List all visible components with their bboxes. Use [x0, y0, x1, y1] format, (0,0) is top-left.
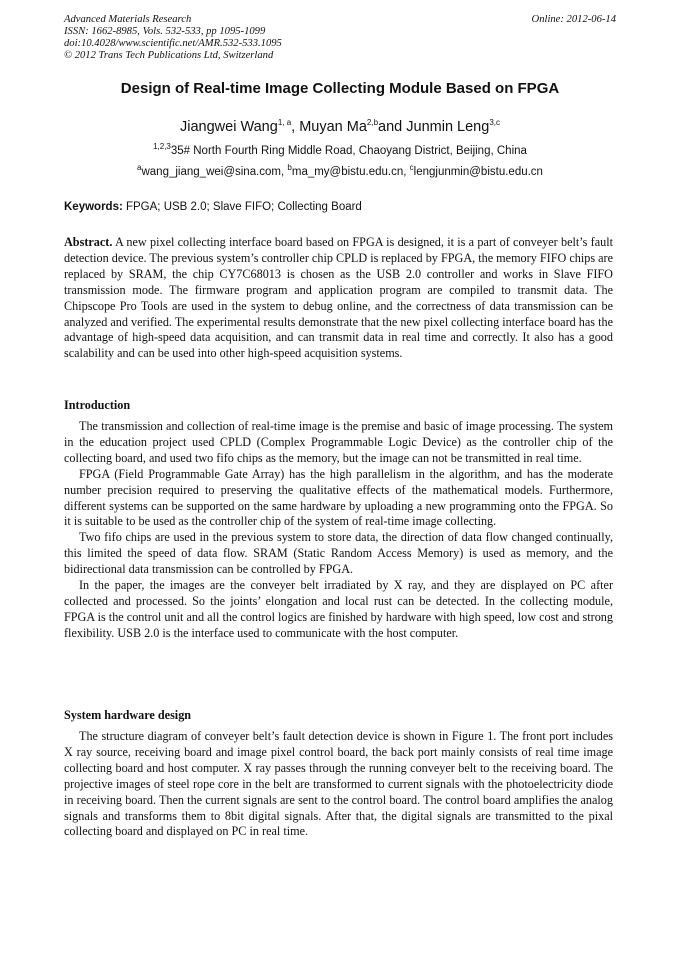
email-superscript: b [287, 163, 292, 173]
author-superscript: 1, a [277, 118, 292, 128]
introduction-heading: Introduction [64, 398, 131, 412]
author-name: Jiangwei Wang [180, 119, 278, 135]
paragraph: In the paper, the images are the conveyer belt irradiated by X ray, and they are displayed on PC after collected and processed. So the joints’ elongation and local rust can be detected. In the collecting module, FPGA is the control unit and all the control logics are finished by hardware with high speed, low cost and strong flexibility. USB 2.0 is the interface used to communicate with the host computer. [64, 578, 613, 640]
abstract-paragraph [64, 235, 613, 362]
abstract [64, 235, 613, 362]
paragraph: FPGA (Field Programmable Gate Array) has the high parallelism in the algorithm, and has the moderate number precision required to preserving the qualitative effects of the mathematical models. Furthermore, different systems can be supported on the same hardware by uploading a new programming onto the FPGA. So it is suitable to be used as the controller chip of the system of real-time image collecting. [64, 466, 613, 529]
email-address: lengjunmin@bistu.edu.cn [413, 166, 543, 178]
author-name: Junmin Leng [406, 119, 490, 135]
abstract-label: Abstract. [64, 235, 113, 249]
email-superscript: c [409, 163, 414, 173]
author-superscript: 2,b [366, 118, 379, 128]
affiliation [64, 142, 616, 157]
keywords [64, 201, 616, 213]
introduction-body [64, 419, 613, 642]
hardware-heading: System hardware design [64, 708, 192, 722]
hardware-body [64, 729, 613, 840]
keywords-label: Keywords: [64, 201, 123, 213]
doi-line: doi:10.4028/www.scientific.net/AMR.532-533.1095 [64, 38, 282, 49]
email-line [64, 163, 616, 178]
paragraph: The transmission and collection of real-time image is the premise and basic of image processing. The system in the education project used CPLD (Complex Programmable Logic Device) as the controller chip of the collecting board, and used two fifo chips as the memory, but the image can not be transmitted in real time. [64, 419, 613, 465]
email-address: ma_my@bistu.edu.cn, [291, 166, 410, 178]
keywords-text: FPGA; USB 2.0; Slave FIFO; Collecting Board [122, 201, 362, 213]
paper-title: Design of Real-time Image Collecting Module Based on FPGA [120, 80, 560, 97]
abstract-text: A new pixel collecting interface board based on FPGA is designed, it is a part of conveyer belt’s fault detection device. The previous system’s controller chip CPLD is replaced by FPGA, the memory FIFO chips are replaced by SRAM, the chip CY7C68013 is chosen as the USB 2.0 controller and works in Slave FIFO transmission mode. The firmware program and application program are compiled to transmit data. The Chipscope Pro Tools are used in the system to debug online, and the correctness of data transmission can be analyzed and verified. The experimental results demonstrate that the new pixel collecting interface board has the advantage of high-speed data acquisition, and can transmit data in real time and correctly. It also has a good scalability and can be used into other high-speed acquisition systems. [64, 235, 613, 361]
online-date: Online: 2012-06-14 [531, 14, 616, 25]
affiliation-superscript: 1,2,3 [153, 142, 171, 152]
author-superscript: 3,c [489, 118, 500, 128]
author-separator: and [378, 119, 407, 135]
journal-name: Advanced Materials Research [64, 14, 192, 25]
author-separator: , [291, 119, 300, 135]
affiliation-text: 35# North Fourth Ring Middle Road, Chaoyang District, Beijing, China [170, 145, 527, 157]
email-superscript: a [137, 163, 142, 173]
paragraph: The structure diagram of conveyer belt’s fault detection device is shown in Figure 1. The front port includes X ray source, receiving board and image pixel control board, the back port mainly consists of real time image collecting board and host computer. X ray passes through the running conveyer belt to the receiving board. The projective images of steel rope core in the belt are transformed to current signals with the photoelectricity diode in receiving board. Then the current signals are sent to the control board. The control board amplifies the analog signals and transforms them to 8bit digital signals. After that, the digital signals are transmitted to the pixal collecting board and displayed on PC in real time. [64, 729, 613, 839]
issn-line: ISSN: 1662-8985, Vols. 532-533, pp 1095-1099 [64, 26, 266, 37]
copyright-line: © 2012 Trans Tech Publications Ltd, Switzerland [64, 50, 274, 61]
email-address: wang_jiang_wei@sina.com, [141, 166, 288, 178]
paragraph: Two fifo chips are used in the previous system to store data, the direction of data flow changed continually, this limited the speed of data flow. SRAM (Static Random Access Memory) is used as memory, and the bidirectional data transmission can be controlled by FPGA. [64, 530, 613, 577]
author-name: Muyan Ma [299, 119, 367, 135]
author-line [64, 119, 616, 135]
journal-header [64, 14, 616, 62]
